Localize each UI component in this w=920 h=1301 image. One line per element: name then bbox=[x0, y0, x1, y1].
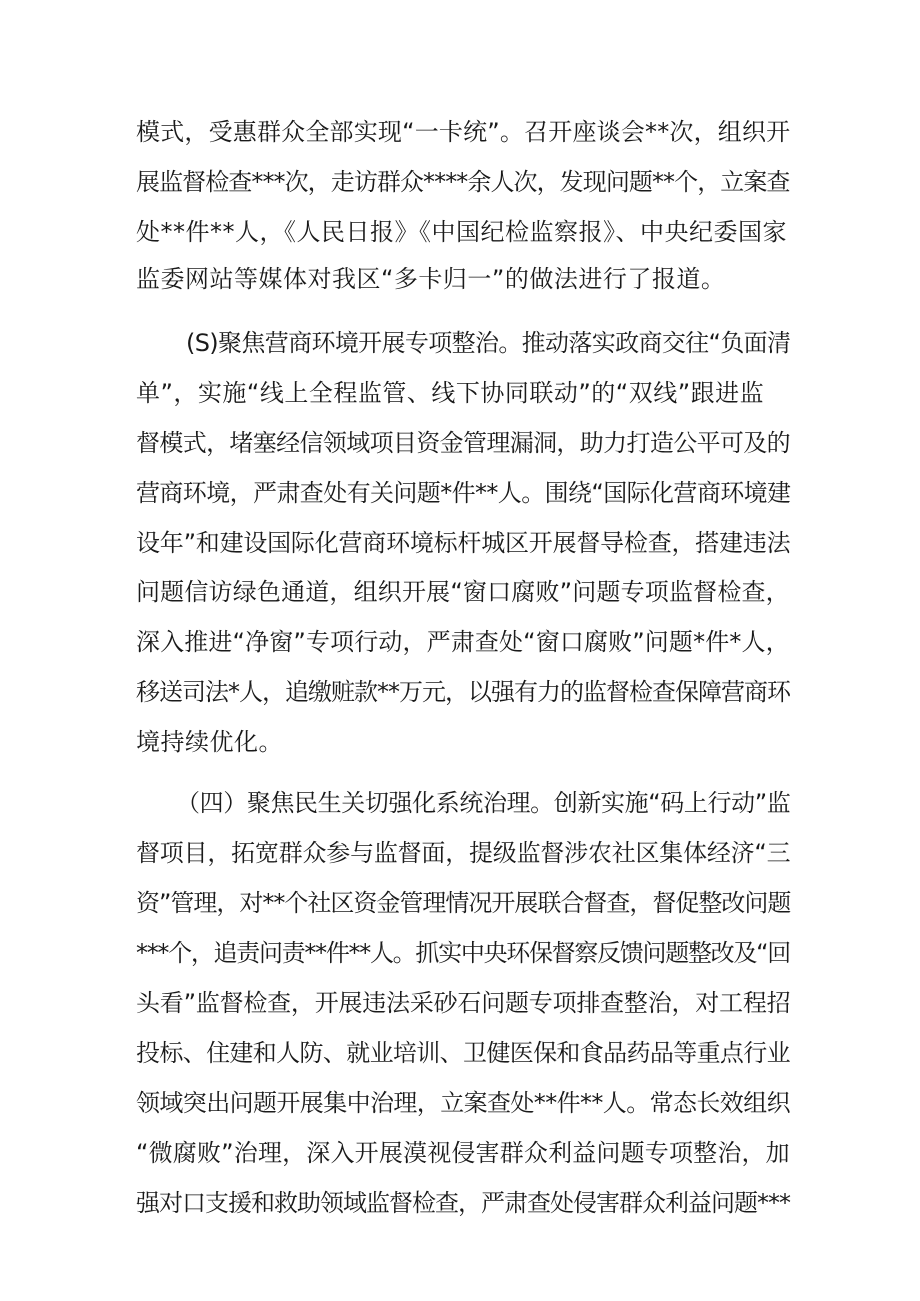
paragraph-2-line-4: 营商环境，严肃查处有关问题*件**人。围绕“国际化营商环境建 bbox=[136, 479, 791, 507]
paragraph-3-line-4: ***个，追责问责**件**人。抓实中央环保督察反馈问题整改及“回 bbox=[136, 939, 790, 967]
paragraph-3-line-1: （四）聚焦民生关切强化系统治理。创新实施“码上行动”监 bbox=[176, 789, 791, 817]
paragraph-2-line-9: 境持续优化。 bbox=[136, 728, 283, 756]
paragraph-3-line-3: 资”管理，对**个社区资金管理情况开展联合督查，督促整改问题 bbox=[136, 889, 791, 917]
paragraph-2-line-8: 移送司法*人，追缴赃款**万元，以强有力的监督检查保障营商环 bbox=[136, 678, 790, 706]
paragraph-3-line-2: 督项目，拓宽群众参与监督面，提级监督涉农社区集体经济“三 bbox=[136, 839, 791, 867]
paragraph-1-line-3: 处**件**人，《人民日报》《中国纪检监察报》、中央纪委国家 bbox=[136, 218, 787, 246]
paragraph-2-line-1: (S)聚焦营商环境开展专项整治。推动落实政商交往“负面清 bbox=[186, 329, 791, 357]
paragraph-3-line-7: 领域突出问题开展集中治理，立案查处**件**人。常态长效组织 bbox=[136, 1089, 790, 1117]
paragraph-3-line-8: “微腐败”治理，深入开展漠视侵害群众利益问题专项整治，加 bbox=[136, 1139, 790, 1167]
paragraph-1-line-1: 模式，受惠群众全部实现“一卡统”。召开座谈会**次，组织开 bbox=[136, 118, 791, 146]
paragraph-1-line-4: 监委网站等媒体对我区“多卡归一”的做法进行了报道。 bbox=[136, 265, 726, 293]
paragraph-2-line-6: 问题信访绿色通道，组织开展“窗口腐败”问题专项监督检查， bbox=[136, 578, 790, 606]
paragraph-1-line-2: 展监督检查***次，走访群众****余人次，发现问题**个，立案查 bbox=[136, 168, 790, 196]
paragraph-2-line-5: 设年”和建设国际化营商环境标杆城区开展督导检查，搭建违法 bbox=[136, 529, 791, 557]
paragraph-2-line-3: 督模式，堵塞经信领域项目资金管理漏洞，助力打造公平可及的 bbox=[136, 429, 790, 457]
paragraph-3-line-5: 头看”监督检查，开展违法采砂石问题专项排查整治，对工程招 bbox=[136, 989, 791, 1017]
paragraph-2-line-2: 单”，实施“线上全程监管、线下协同联动”的“双线”跟进监 bbox=[136, 379, 765, 407]
paragraph-2-line-7: 深入推进“净窗”专项行动，严肃查处“窗口腐败”问题*件*人， bbox=[136, 628, 790, 656]
paragraph-3-line-6: 投标、住建和人防、就业培训、卫健医保和食品药品等重点行业 bbox=[136, 1039, 790, 1067]
paragraph-3-line-9: 强对口支援和救助领域监督检查，严肃查处侵害群众利益问题*** bbox=[136, 1189, 790, 1217]
